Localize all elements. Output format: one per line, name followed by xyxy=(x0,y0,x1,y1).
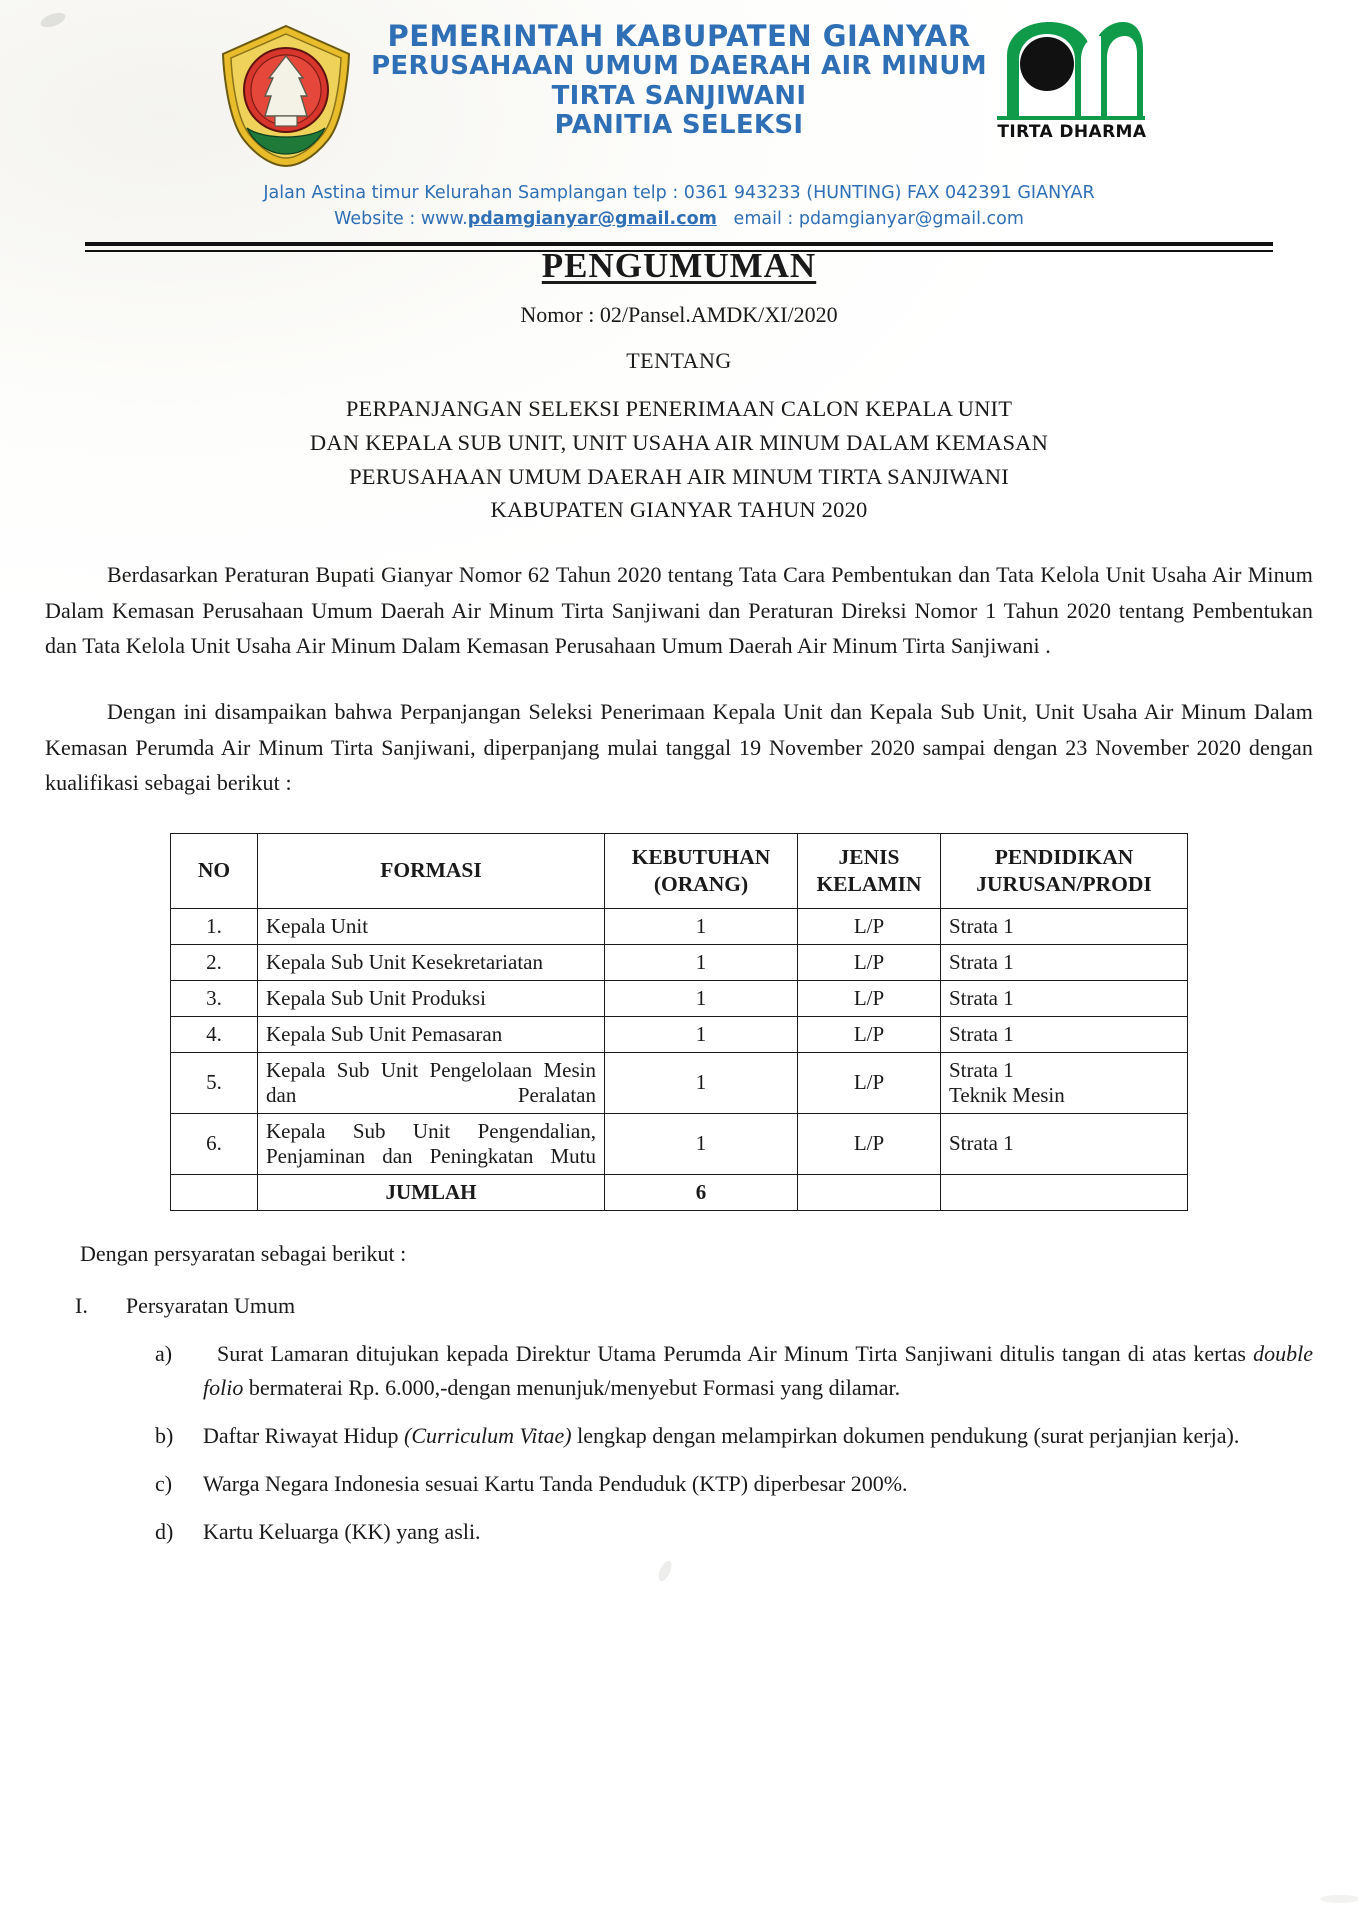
subject-line-1: PERPANJANGAN SELEKSI PENERIMAAN CALON KEPALA UNIT xyxy=(345,396,1013,421)
requirements-list xyxy=(155,1337,1313,1549)
list-item-text: Warga Negara Indonesia sesuai Kartu Tanda Penduduk (KTP) diperbesar 200%. xyxy=(203,1470,908,1496)
cell-pendidikan: Strata 1 xyxy=(941,1113,1188,1174)
cell-kebutuhan: 1 xyxy=(605,944,798,980)
col-formasi: FORMASI xyxy=(258,833,605,908)
col-no: NO xyxy=(171,833,258,908)
announcement-title-block xyxy=(0,246,1358,527)
subject-line-4: KABUPATEN GIANYAR TAHUN 2020 xyxy=(490,497,868,523)
list-item-text-italic: double folio xyxy=(203,1340,1313,1400)
cell-jenis-kelamin: L/P xyxy=(798,1052,941,1113)
letterhead-line-1: PEMERINTAH KABUPATEN GIANYAR xyxy=(387,19,971,53)
section-number: I. xyxy=(75,1292,88,1318)
cell-pendidikan xyxy=(941,1052,1188,1113)
total-blank-pend xyxy=(941,1174,1188,1210)
letterhead-line-4: PANITIA SELEKSI xyxy=(554,110,804,141)
page-title: PENGUMUMAN xyxy=(541,246,817,285)
col-kebutuhan-line1: KEBUTUHAN xyxy=(631,844,771,869)
subject-line-3: PERUSAHAAN UMUM DAERAH AIR MINUM TIRTA SANJIWANI xyxy=(349,463,1009,489)
website-link[interactable]: pdamgianyar@gmail.com xyxy=(467,209,717,230)
list-item-marker: a) xyxy=(155,1340,173,1366)
cell-pendidikan: Strata 1 xyxy=(941,980,1188,1016)
table-total-row xyxy=(171,1174,1188,1210)
logo-caption: TIRTA DHARMA xyxy=(997,122,1147,142)
col-pendidikan xyxy=(941,833,1188,908)
cell-formasi: Kepala Sub Unit Produksi xyxy=(258,980,605,1016)
subject-line-2: DAN KEPALA SUB UNIT, UNIT USAHA AIR MINUM DALAM KEMASAN xyxy=(309,429,1049,455)
letterhead xyxy=(0,0,1358,230)
scan-artifact xyxy=(1320,1895,1358,1903)
cell-pendidikan-line1: Strata 1 xyxy=(949,1057,1014,1082)
list-item xyxy=(155,1515,1313,1549)
cell-jenis-kelamin: L/P xyxy=(798,1113,941,1174)
document-number: Nomor : 02/Pansel.AMDK/XI/2020 xyxy=(520,302,838,327)
list-item-text-part2: lengkap dengan melampirkan dokumen pendukung (surat perjanjian kerja). xyxy=(571,1422,1240,1448)
cell-pendidikan-line2: Teknik Mesin xyxy=(949,1082,1065,1107)
col-pendidikan-line1: PENDIDIKAN xyxy=(994,844,1134,869)
cell-jenis-kelamin: L/P xyxy=(798,908,941,944)
requirements-section-heading xyxy=(75,1293,1313,1319)
cell-pendidikan: Strata 1 xyxy=(941,908,1188,944)
paragraph-basis: Berdasarkan Peraturan Bupati Gianyar Nomor 62 Tahun 2020 tentang Tata Cara Pembentukan dan Tata Kelola Unit Usaha Air Minum Dalam Kemasan Perusahaan Umum Daerah Air Minum Tirta Sanjiwani dan Peraturan Direksi Nomor 1 Tahun 2020 tentang Pembentukan dan Tata Kelola Unit Usaha Air Minum Dalam Kemasan Perusahaan Umum Daerah Air Minum Tirta Sanjiwani . xyxy=(45,562,1313,659)
paragraph-announcement: Dengan ini disampaikan bahwa Perpanjangan Seleksi Penerimaan Kepala Unit dan Kepala Sub Unit, Unit Usaha Air Minum Dalam Kemasan Perumda Air Minum Tirta Sanjiwani, diperpanjang mulai tanggal 19 November 2020 sampai dengan 23 November 2020 dengan kualifikasi sebagai berikut : xyxy=(45,698,1313,796)
list-item-text-italic: (Curriculum Vitae) xyxy=(404,1422,572,1448)
list-item-marker: b) xyxy=(155,1422,174,1448)
website-label: Website : www. xyxy=(334,209,468,230)
tirta-dharma-logo-icon xyxy=(997,16,1145,126)
address-line-1: Jalan Astina timur Kelurahan Samplangan telp : 0361 943233 (HUNTING) FAX 042391 GIANYAR xyxy=(263,183,1095,203)
cell-no: 1. xyxy=(171,908,258,944)
list-item-text: Kartu Keluarga (KK) yang asli. xyxy=(203,1518,481,1544)
requirements-intro: Dengan persyaratan sebagai berikut : xyxy=(80,1240,407,1266)
cell-kebutuhan: 1 xyxy=(605,908,798,944)
list-item-text xyxy=(203,1337,1313,1405)
list-item xyxy=(155,1419,1313,1453)
table-row xyxy=(171,944,1188,980)
col-kebutuhan-line2: (ORANG) xyxy=(653,871,749,896)
col-pendidikan-line2: JURUSAN/PRODI xyxy=(976,871,1152,896)
cell-jenis-kelamin: L/P xyxy=(798,944,941,980)
list-item xyxy=(155,1467,1313,1501)
tentang-label: TENTANG xyxy=(626,348,732,373)
total-value: 6 xyxy=(605,1174,798,1210)
letterhead-address xyxy=(40,180,1318,233)
letterhead-titles xyxy=(371,14,987,141)
list-item xyxy=(155,1337,1313,1405)
letterhead-line-3: TIRTA SANJIWANI xyxy=(551,80,807,111)
col-kebutuhan xyxy=(605,833,798,908)
cell-formasi: Kepala Sub Unit Pemasaran xyxy=(258,1016,605,1052)
list-item-marker: c) xyxy=(155,1470,173,1496)
list-item-text-part1: Daftar Riwayat Hidup xyxy=(203,1422,404,1448)
address-line-2 xyxy=(40,206,1318,232)
cell-kebutuhan: 1 xyxy=(605,1113,798,1174)
announcement-subject xyxy=(0,392,1358,527)
cell-pendidikan: Strata 1 xyxy=(941,944,1188,980)
scan-artifact xyxy=(656,1559,674,1583)
letterhead-divider xyxy=(85,242,1273,252)
cell-no: 4. xyxy=(171,1016,258,1052)
cell-kebutuhan: 1 xyxy=(605,1052,798,1113)
formasi-table xyxy=(170,833,1188,1211)
cell-formasi: Kepala Sub Unit Pengelolaan Mesin dan Peralatan xyxy=(258,1052,605,1113)
list-item-text xyxy=(203,1419,1313,1453)
tirta-dharma-logo xyxy=(997,16,1147,142)
table-header-row xyxy=(171,833,1188,908)
table-row xyxy=(171,1016,1188,1052)
cell-formasi: Kepala Sub Unit Kesekretariatan xyxy=(258,944,605,980)
cell-formasi: Kepala Unit xyxy=(258,908,605,944)
cell-jenis-kelamin: L/P xyxy=(798,980,941,1016)
cell-kebutuhan: 1 xyxy=(605,980,798,1016)
cell-kebutuhan: 1 xyxy=(605,1016,798,1052)
cell-formasi: Kepala Sub Unit Pengendalian, Penjaminan dan Peningkatan Mutu xyxy=(258,1113,605,1174)
col-jenis-kelamin xyxy=(798,833,941,908)
col-jenis-line1: JENIS xyxy=(838,844,900,869)
total-blank-jk xyxy=(798,1174,941,1210)
section-title: Persyaratan Umum xyxy=(125,1292,296,1318)
table-row xyxy=(171,980,1188,1016)
list-item-text-part2: bermaterai Rp. 6.000,-dengan menunjuk/menyebut Formasi yang dilamar. xyxy=(243,1374,901,1400)
cell-no: 2. xyxy=(171,944,258,980)
total-label: JUMLAH xyxy=(258,1174,605,1210)
document-body xyxy=(0,557,1358,1549)
table-row xyxy=(171,1052,1188,1113)
cell-no: 6. xyxy=(171,1113,258,1174)
cell-pendidikan: Strata 1 xyxy=(941,1016,1188,1052)
kabupaten-gianyar-crest-icon xyxy=(211,20,361,170)
total-spacer xyxy=(171,1174,258,1210)
list-item-text-part1: Surat Lamaran ditujukan kepada Direktur Utama Perumda Air Minum Tirta Sanjiwani ditulis tangan di atas kertas xyxy=(217,1340,1254,1366)
col-jenis-line2: KELAMIN xyxy=(816,871,922,896)
email-label: email : pdamgianyar@gmail.com xyxy=(733,209,1024,230)
cell-jenis-kelamin: L/P xyxy=(798,1016,941,1052)
table-row xyxy=(171,908,1188,944)
list-item-marker: d) xyxy=(155,1518,174,1544)
cell-no: 3. xyxy=(171,980,258,1016)
letterhead-line-2: PERUSAHAAN UMUM DAERAH AIR MINUM xyxy=(371,51,987,82)
table-row xyxy=(171,1113,1188,1174)
cell-no: 5. xyxy=(171,1052,258,1113)
